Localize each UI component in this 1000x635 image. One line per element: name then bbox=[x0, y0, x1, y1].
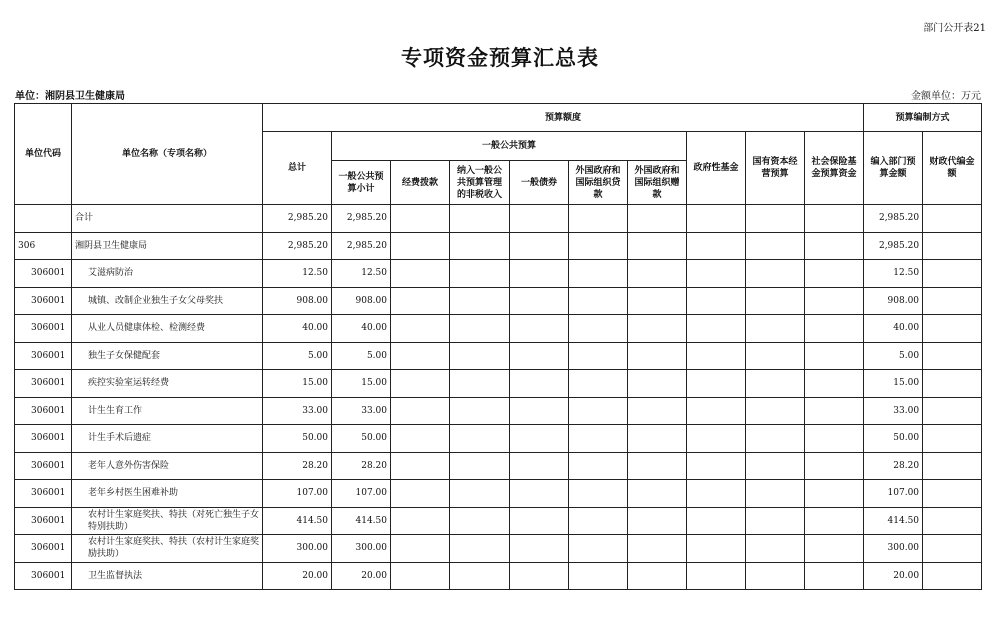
unit-name-cell: 农村计生家庭奖扶、特扶（对死亡独生子女特别扶助） bbox=[72, 507, 263, 535]
total-cell: 300.00 bbox=[263, 535, 332, 563]
header-gov-fund: 政府性基金 bbox=[687, 132, 746, 205]
dept-amount-cell: 20.00 bbox=[864, 562, 923, 590]
subtotal-cell: 50.00 bbox=[332, 425, 391, 453]
subtotal-cell: 414.50 bbox=[332, 507, 391, 535]
total-cell: 5.00 bbox=[263, 342, 332, 370]
dept-amount-cell: 2,985.20 bbox=[864, 232, 923, 260]
table-row bbox=[15, 425, 982, 453]
header-foreign-loans: 外国政府和国际组织贷款 bbox=[569, 161, 628, 205]
unit-code-cell: 306001 bbox=[15, 562, 72, 590]
dept-amount-cell: 2,985.20 bbox=[864, 205, 923, 233]
subtotal-cell: 300.00 bbox=[332, 535, 391, 563]
subtotal-cell: 15.00 bbox=[332, 370, 391, 398]
total-cell: 50.00 bbox=[263, 425, 332, 453]
unit-code-cell: 306001 bbox=[15, 535, 72, 563]
subtotal-cell: 908.00 bbox=[332, 287, 391, 315]
dept-amount-cell: 107.00 bbox=[864, 480, 923, 508]
subtotal-cell: 5.00 bbox=[332, 342, 391, 370]
header-gp-subtotal: 一般公共预算小计 bbox=[332, 161, 391, 205]
dept-amount-cell: 908.00 bbox=[864, 287, 923, 315]
subtotal-cell: 2,985.20 bbox=[332, 232, 391, 260]
header-bonds: 一般债券 bbox=[510, 161, 569, 205]
dept-amount-cell: 40.00 bbox=[864, 315, 923, 343]
table-row bbox=[15, 507, 982, 535]
header-non-tax: 纳入一般公共预算管理的非税收入 bbox=[450, 161, 510, 205]
dept-amount-cell: 50.00 bbox=[864, 425, 923, 453]
total-cell: 33.00 bbox=[263, 397, 332, 425]
subtotal-cell: 40.00 bbox=[332, 315, 391, 343]
unit-code-cell: 306001 bbox=[15, 397, 72, 425]
unit-name-cell: 计生手术后遗症 bbox=[72, 425, 263, 453]
table-row bbox=[15, 480, 982, 508]
unit-code-cell: 306 bbox=[15, 232, 72, 260]
table-row bbox=[15, 232, 982, 260]
total-cell: 414.50 bbox=[263, 507, 332, 535]
unit-code-cell bbox=[15, 205, 72, 233]
unit-name-cell: 老年人意外伤害保险 bbox=[72, 452, 263, 480]
table-row bbox=[15, 205, 982, 233]
unit-name-cell: 卫生监督执法 bbox=[72, 562, 263, 590]
unit-code-cell: 306001 bbox=[15, 425, 72, 453]
budget-table bbox=[14, 103, 982, 590]
subtotal-cell: 33.00 bbox=[332, 397, 391, 425]
subtotal-cell: 107.00 bbox=[332, 480, 391, 508]
dept-amount-cell: 12.50 bbox=[864, 260, 923, 288]
unit-name-cell: 疾控实验室运转经费 bbox=[72, 370, 263, 398]
total-cell: 20.00 bbox=[263, 562, 332, 590]
table-row bbox=[15, 452, 982, 480]
table-row bbox=[15, 562, 982, 590]
unit-code-cell: 306001 bbox=[15, 370, 72, 398]
total-cell: 28.20 bbox=[263, 452, 332, 480]
table-row bbox=[15, 260, 982, 288]
header-dept-amount: 编入部门预算金额 bbox=[864, 132, 923, 205]
unit-name-cell: 计生生育工作 bbox=[72, 397, 263, 425]
header-funding: 经费拨款 bbox=[391, 161, 450, 205]
total-cell: 2,985.20 bbox=[263, 232, 332, 260]
table-row bbox=[15, 287, 982, 315]
total-cell: 40.00 bbox=[263, 315, 332, 343]
unit-code-cell: 306001 bbox=[15, 315, 72, 343]
form-number: 部门公开表21 bbox=[923, 23, 986, 34]
total-cell: 107.00 bbox=[263, 480, 332, 508]
total-cell: 12.50 bbox=[263, 260, 332, 288]
unit-name-cell: 湘阴县卫生健康局 bbox=[72, 232, 263, 260]
header-unit-name: 单位名称（专项名称） bbox=[72, 104, 263, 205]
page-title: 专项资金预算汇总表 bbox=[401, 46, 599, 70]
header-fiscal-agency: 财政代编金额 bbox=[923, 132, 982, 205]
header-budget-amount: 预算额度 bbox=[263, 104, 864, 132]
header-state-capital: 国有资本经营预算 bbox=[746, 132, 805, 205]
unit-code-cell: 306001 bbox=[15, 287, 72, 315]
table-row bbox=[15, 370, 982, 398]
unit-name-cell: 城镇、改制企业独生子女父母奖扶 bbox=[72, 287, 263, 315]
unit-name-cell: 从业人员健康体检、检测经费 bbox=[72, 315, 263, 343]
dept-amount-cell: 5.00 bbox=[864, 342, 923, 370]
unit-label: 单位：湘阴县卫生健康局 bbox=[15, 91, 125, 102]
table-row bbox=[15, 342, 982, 370]
dept-amount-cell: 15.00 bbox=[864, 370, 923, 398]
unit-name-cell: 老年乡村医生困难补助 bbox=[72, 480, 263, 508]
amount-unit-label: 金额单位：万元 bbox=[911, 91, 981, 102]
total-cell: 908.00 bbox=[263, 287, 332, 315]
dept-amount-cell: 414.50 bbox=[864, 507, 923, 535]
dept-amount-cell: 28.20 bbox=[864, 452, 923, 480]
unit-code-cell: 306001 bbox=[15, 342, 72, 370]
header-foreign-grants: 外国政府和国际组织赠款 bbox=[628, 161, 687, 205]
unit-name-cell: 农村计生家庭奖扶、特扶（农村计生家庭奖励扶助） bbox=[72, 535, 263, 563]
total-cell: 2,985.20 bbox=[263, 205, 332, 233]
header-method: 预算编制方式 bbox=[864, 104, 982, 132]
header-general-public: 一般公共预算 bbox=[332, 132, 687, 161]
unit-code-cell: 306001 bbox=[15, 480, 72, 508]
unit-code-cell: 306001 bbox=[15, 260, 72, 288]
table-row bbox=[15, 315, 982, 343]
table-row bbox=[15, 535, 982, 563]
unit-code-cell: 306001 bbox=[15, 452, 72, 480]
dept-amount-cell: 33.00 bbox=[864, 397, 923, 425]
total-cell: 15.00 bbox=[263, 370, 332, 398]
header-unit-code: 单位代码 bbox=[15, 104, 72, 205]
header-total: 总计 bbox=[263, 132, 332, 205]
unit-code-cell: 306001 bbox=[15, 507, 72, 535]
unit-name-cell: 独生子女保健配套 bbox=[72, 342, 263, 370]
subtotal-cell: 2,985.20 bbox=[332, 205, 391, 233]
unit-name-cell: 艾滋病防治 bbox=[72, 260, 263, 288]
unit-name-cell: 合计 bbox=[72, 205, 263, 233]
table-row bbox=[15, 397, 982, 425]
subtotal-cell: 12.50 bbox=[332, 260, 391, 288]
header-social-insurance: 社会保险基金预算资金 bbox=[805, 132, 864, 205]
subtotal-cell: 20.00 bbox=[332, 562, 391, 590]
subtotal-cell: 28.20 bbox=[332, 452, 391, 480]
dept-amount-cell: 300.00 bbox=[864, 535, 923, 563]
